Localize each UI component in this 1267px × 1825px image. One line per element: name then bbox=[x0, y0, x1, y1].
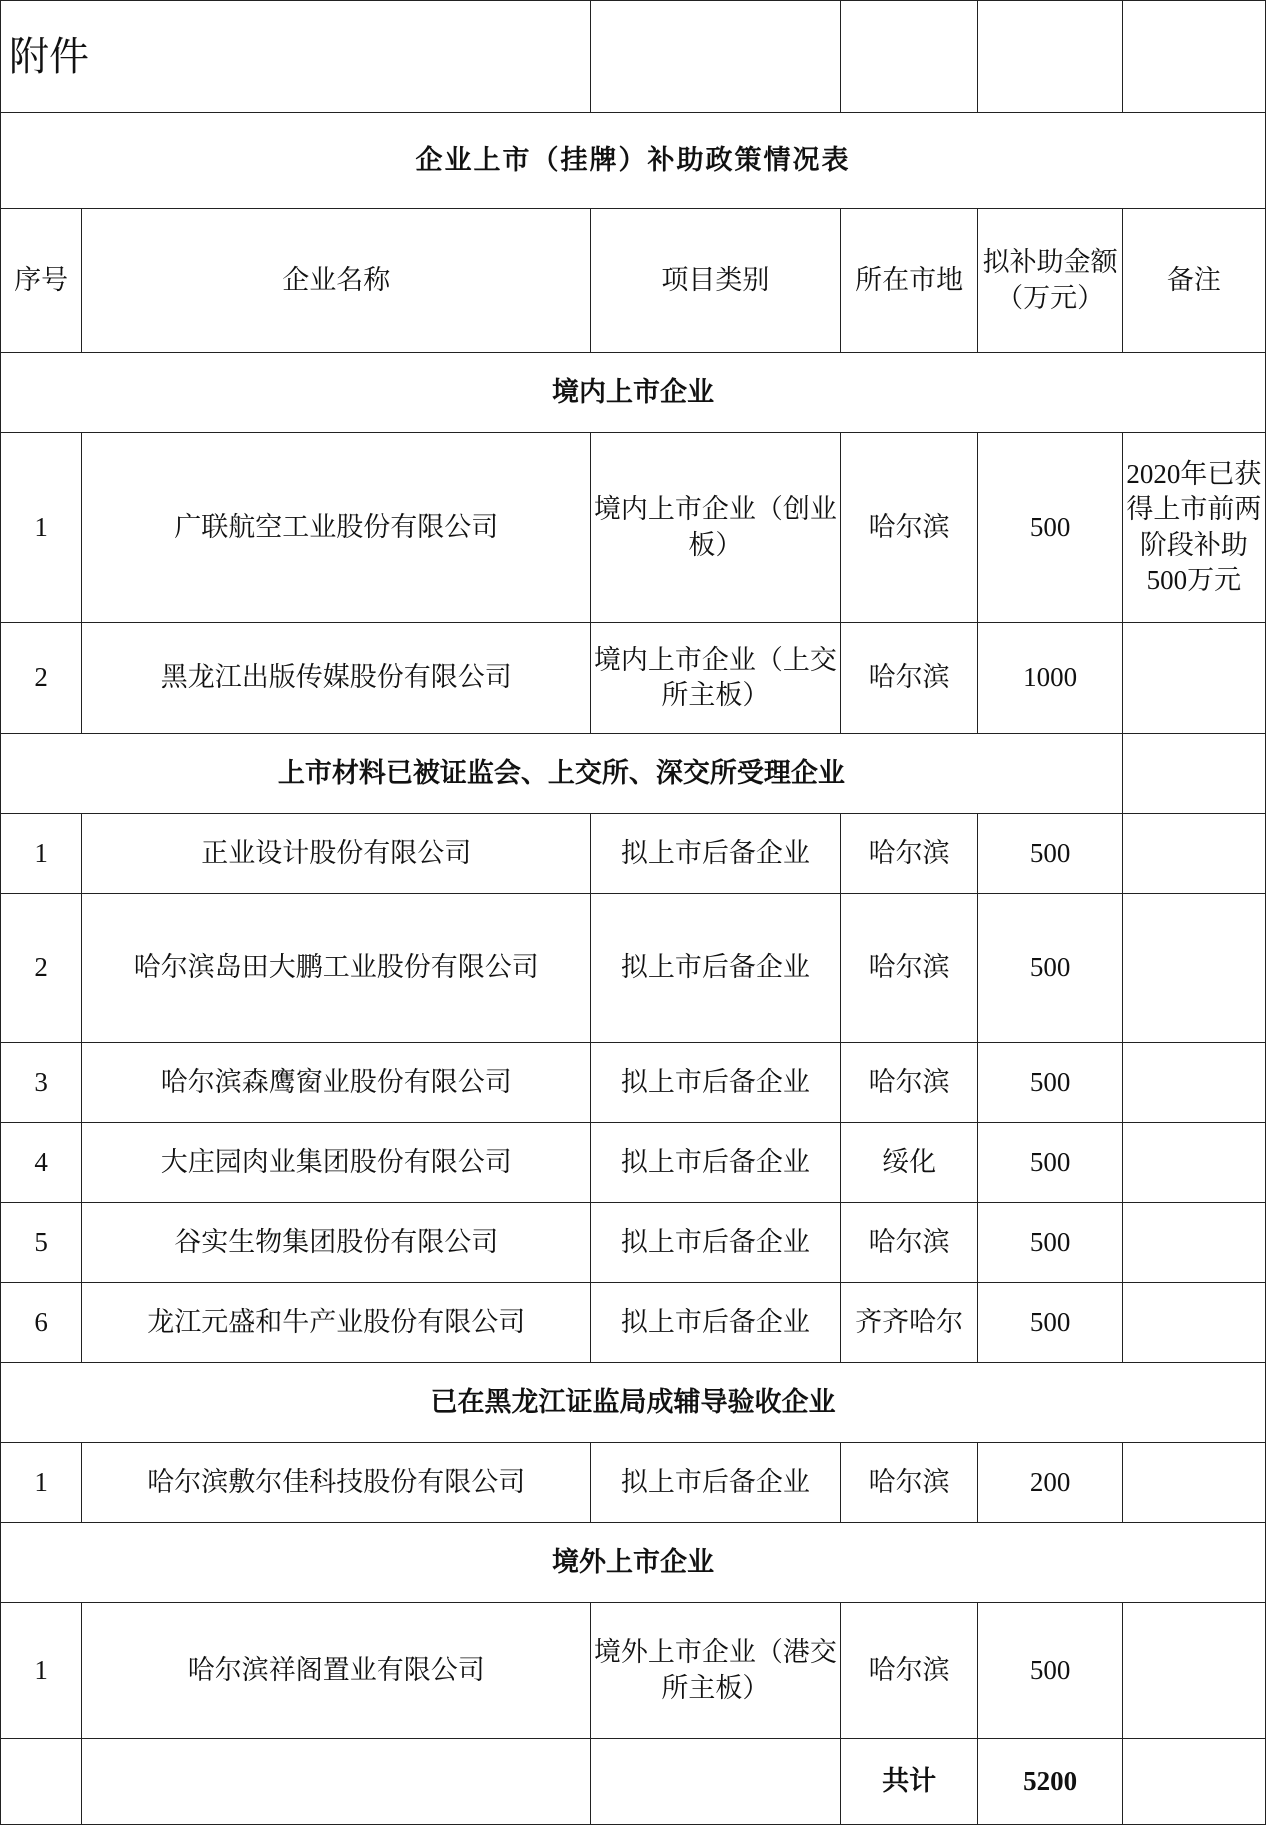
cell-company: 大庄园肉业集团股份有限公司 bbox=[82, 1123, 591, 1203]
cell-remark bbox=[1122, 1043, 1265, 1123]
cell-remark bbox=[1122, 1283, 1265, 1363]
cell-company: 谷实生物集团股份有限公司 bbox=[82, 1203, 591, 1283]
section-title: 境内上市企业 bbox=[1, 353, 1266, 433]
cell-amount: 500 bbox=[978, 814, 1122, 894]
cell-category: 拟上市后备企业 bbox=[591, 814, 841, 894]
title-row bbox=[1, 113, 1266, 209]
section-title: 已在黑龙江证监局成辅导验收企业 bbox=[1, 1363, 1266, 1443]
cell-city: 哈尔滨 bbox=[840, 1043, 978, 1123]
table-row bbox=[1, 814, 1266, 894]
cell-seq: 1 bbox=[1, 433, 82, 623]
total-row bbox=[1, 1739, 1266, 1825]
cell-amount: 200 bbox=[978, 1443, 1122, 1523]
cell-city: 哈尔滨 bbox=[840, 433, 978, 623]
cell-company: 黑龙江出版传媒股份有限公司 bbox=[82, 623, 591, 734]
cell-city: 哈尔滨 bbox=[840, 1603, 978, 1739]
section-title: 上市材料已被证监会、上交所、深交所受理企业 bbox=[1, 734, 1123, 814]
cell-category: 拟上市后备企业 bbox=[591, 1043, 841, 1123]
cell-company: 哈尔滨岛田大鹏工业股份有限公司 bbox=[82, 894, 591, 1043]
cell-city: 哈尔滨 bbox=[840, 814, 978, 894]
cell-city: 哈尔滨 bbox=[840, 894, 978, 1043]
section-title: 境外上市企业 bbox=[1, 1523, 1266, 1603]
cell-remark bbox=[1122, 1603, 1265, 1739]
cell-seq: 3 bbox=[1, 1043, 82, 1123]
cell-amount: 500 bbox=[978, 1283, 1122, 1363]
cell-amount: 500 bbox=[978, 894, 1122, 1043]
cell-category: 拟上市后备企业 bbox=[591, 1123, 841, 1203]
cell-seq: 1 bbox=[1, 1603, 82, 1739]
cell-category: 境内上市企业（创业板） bbox=[591, 433, 841, 623]
cell-seq: 4 bbox=[1, 1123, 82, 1203]
cell-category: 拟上市后备企业 bbox=[591, 1203, 841, 1283]
empty-cell bbox=[1, 1739, 82, 1825]
cell-seq: 1 bbox=[1, 814, 82, 894]
cell-category: 拟上市后备企业 bbox=[591, 1443, 841, 1523]
cell-amount: 500 bbox=[978, 1203, 1122, 1283]
table-row bbox=[1, 1123, 1266, 1203]
cell-category: 境外上市企业（港交所主板） bbox=[591, 1603, 841, 1739]
cell-remark bbox=[1122, 1203, 1265, 1283]
cell-amount: 500 bbox=[978, 1123, 1122, 1203]
header-city: 所在市地 bbox=[840, 209, 978, 353]
cell-amount: 500 bbox=[978, 433, 1122, 623]
empty-cell bbox=[82, 1739, 591, 1825]
section-row bbox=[1, 1523, 1266, 1603]
header-remark: 备注 bbox=[1122, 209, 1265, 353]
cell-city: 哈尔滨 bbox=[840, 1443, 978, 1523]
cell-company: 正业设计股份有限公司 bbox=[82, 814, 591, 894]
section-row bbox=[1, 353, 1266, 433]
empty-cell bbox=[591, 1, 841, 113]
cell-remark: 2020年已获得上市前两阶段补助500万元 bbox=[1122, 433, 1265, 623]
cell-remark bbox=[1122, 1123, 1265, 1203]
cell-city: 哈尔滨 bbox=[840, 1203, 978, 1283]
cell-city: 绥化 bbox=[840, 1123, 978, 1203]
table-row bbox=[1, 1443, 1266, 1523]
cell-seq: 2 bbox=[1, 623, 82, 734]
cell-remark bbox=[1122, 814, 1265, 894]
cell-amount: 500 bbox=[978, 1603, 1122, 1739]
section-row bbox=[1, 734, 1266, 814]
cell-company: 龙江元盛和牛产业股份有限公司 bbox=[82, 1283, 591, 1363]
cell-seq: 6 bbox=[1, 1283, 82, 1363]
empty-cell bbox=[840, 1, 978, 113]
empty-cell bbox=[978, 1, 1122, 113]
cell-category: 拟上市后备企业 bbox=[591, 894, 841, 1043]
header-category: 项目类别 bbox=[591, 209, 841, 353]
cell-seq: 2 bbox=[1, 894, 82, 1043]
cell-company: 哈尔滨森鹰窗业股份有限公司 bbox=[82, 1043, 591, 1123]
header-row bbox=[1, 209, 1266, 353]
cell-seq: 5 bbox=[1, 1203, 82, 1283]
cell-city: 哈尔滨 bbox=[840, 623, 978, 734]
table-row bbox=[1, 1283, 1266, 1363]
cell-company: 哈尔滨祥阁置业有限公司 bbox=[82, 1603, 591, 1739]
cell-remark bbox=[1122, 623, 1265, 734]
cell-amount: 1000 bbox=[978, 623, 1122, 734]
total-value: 5200 bbox=[978, 1739, 1122, 1825]
cell-category: 拟上市后备企业 bbox=[591, 1283, 841, 1363]
cell-seq: 1 bbox=[1, 1443, 82, 1523]
cell-company: 广联航空工业股份有限公司 bbox=[82, 433, 591, 623]
table-row bbox=[1, 1203, 1266, 1283]
empty-cell bbox=[1122, 1739, 1265, 1825]
cell-remark bbox=[1122, 1443, 1265, 1523]
page-title: 企业上市（挂牌）补助政策情况表 bbox=[1, 113, 1266, 209]
attachment-row bbox=[1, 1, 1266, 113]
header-amount: 拟补助金额（万元） bbox=[978, 209, 1122, 353]
cell-remark bbox=[1122, 894, 1265, 1043]
empty-cell bbox=[591, 1739, 841, 1825]
table-row bbox=[1, 433, 1266, 623]
cell-amount: 500 bbox=[978, 1043, 1122, 1123]
table-row bbox=[1, 1603, 1266, 1739]
empty-cell bbox=[1122, 1, 1265, 113]
header-seq: 序号 bbox=[1, 209, 82, 353]
cell-category: 境内上市企业（上交所主板） bbox=[591, 623, 841, 734]
total-label: 共计 bbox=[840, 1739, 978, 1825]
table-row bbox=[1, 623, 1266, 734]
table-row bbox=[1, 1043, 1266, 1123]
cell-city: 齐齐哈尔 bbox=[840, 1283, 978, 1363]
header-company: 企业名称 bbox=[82, 209, 591, 353]
empty-cell bbox=[1122, 734, 1265, 814]
attachment-label: 附件 bbox=[1, 1, 591, 113]
section-row bbox=[1, 1363, 1266, 1443]
cell-company: 哈尔滨敷尔佳科技股份有限公司 bbox=[82, 1443, 591, 1523]
table-row bbox=[1, 894, 1266, 1043]
